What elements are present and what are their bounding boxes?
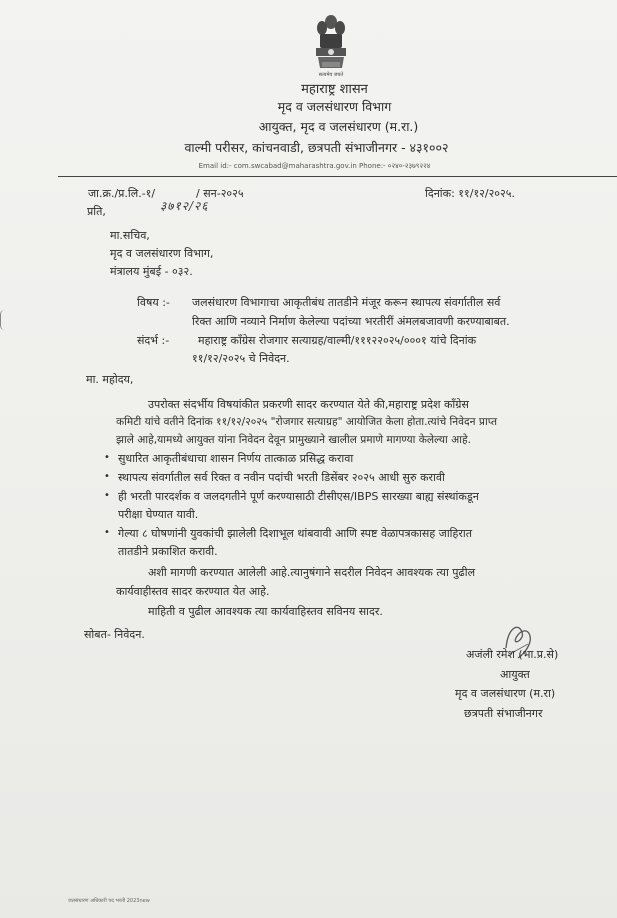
body-paragraph-1-line-1: उपरोक्त संदर्भीय विषयांकीत प्रकरणी सादर करण्यात येते की,महाराष्ट्र प्रदेश कॉंग्रेस: [148, 398, 469, 411]
recipient-prefix: प्रति,: [87, 205, 106, 218]
reference-year: / सन-२०२५: [196, 187, 244, 200]
salutation: मा. महोदय,: [86, 373, 134, 386]
body-paragraph-3: माहिती व पुढील आवश्यक त्या कार्यवाहिस्तव सविनय सादर.: [148, 605, 383, 618]
body-paragraph-1-line-3: झाले आहे,यामध्ये आयुक्त यांना निवेदन देवून प्रामुख्याने खालील प्रमाणे मागण्या केलेल्या आहे.: [116, 434, 471, 446]
reference-note-label: संदर्भ :-: [137, 334, 170, 347]
bullet-marker: •: [104, 471, 110, 482]
reference-number-label: जा.क्र./प्र.लि.-१/: [88, 187, 156, 200]
page-edge-mark: [0, 310, 9, 330]
body-paragraph-2-line-1: अशी मागणी करण्यात आलेली आहे.त्यानुषंगाने सदरील निवेदन आवश्यक त्या पुढील: [148, 566, 476, 579]
body-paragraph-1-line-2: कमिटी यांचे वतीने दिनांक ११/१२/२०२५ "रोजगार सत्याग्रह" आयोजित केला होता.त्यांचे निवेदन प्राप्त: [116, 416, 498, 428]
signatory-city: छत्रपती संभाजीनगर: [464, 707, 543, 720]
demand-item-3-line-2: परीक्षा घेण्यात यावी.: [118, 508, 199, 521]
state-emblem-icon: [308, 12, 354, 78]
demand-item-4-line-2: तातडीने प्रकाशित करावी.: [118, 545, 218, 558]
bullet-marker: •: [104, 490, 110, 501]
subject-line-2: रिक्त आणि नव्याने निर्माण केलेल्या पदांच्या भरतीरीं अंमलबजावणी करण्याबाबत.: [192, 315, 510, 328]
letterhead-office: आयुक्त, मृद व जलसंधारण (म.रा.): [258, 119, 419, 134]
letterhead-government: महाराष्ट्र शासन: [301, 82, 368, 97]
letterhead-address: वाल्मी परीसर, कांचनवाडी, छत्रपती संभाजीनगर - ४३१००२: [184, 140, 449, 155]
header-divider: [58, 176, 617, 177]
footer-file-note: जलसंधारण अधिकारी पद भरती 2023new: [68, 898, 150, 904]
bullet-marker: •: [104, 452, 110, 463]
handwritten-inward-number: ३७१२/२६: [160, 199, 209, 213]
recipient-line-2: मृद व जलसंधारण विभाग,: [110, 247, 214, 260]
letter-date: दिनांक: ११/१२/२०२५.: [425, 187, 515, 200]
signatory-name: अजंली रमेश (भा.प्र.से): [466, 648, 559, 661]
demand-item-3-line-1: ही भरती पारदर्शक व जलदगतीने पूर्ण करण्यासाठी टीसीएस/IBPS सारख्या बाह्य संस्थांकडून: [118, 490, 479, 503]
letterhead-department: मृद व जलसंधारण विभाग: [277, 99, 392, 114]
demand-item-1: सुधारित आकृतीबंधाचा शासन निर्णय तात्काळ प्रसिद्ध करावा: [118, 452, 354, 465]
body-paragraph-2-line-2: कार्यवाहीस्तव सादर करण्यात येत आहे.: [116, 585, 270, 598]
signatory-office: मृद व जलसंधारण (म.रा): [455, 687, 556, 700]
subject-line-1: जलसंधारण विभागाचा आकृतीबंध तातडीने मंजूर करून स्थापत्य संवर्गातील सर्व: [192, 296, 501, 309]
demand-item-2: स्थापत्य संवर्गातील सर्व रिक्त व नवीन पदांची भरती डिसेंबर २०२५ आधी सुरु करावी: [118, 471, 445, 484]
reference-note-line-2: ११/१२/२०२५ चे निवेदन.: [192, 352, 290, 365]
reference-note-line-1: महाराष्ट्र कॉंग्रेस रोजगार सत्याग्रह/वाल्मी/१११२२०२५/०००१ यांचे दिनांक: [198, 334, 477, 347]
recipient-line-3: मंत्रालय मुंबई - ०३२.: [110, 265, 193, 278]
letterhead-contact: Email id:- com.swcabad@maharashtra.gov.in Phone:- ०२४०-२३७९२२४: [198, 162, 431, 170]
enclosure-note: सोबत- निवेदन.: [84, 628, 145, 641]
signatory-designation: आयुक्त: [500, 668, 530, 681]
demand-item-4-line-1: गेल्या ८ घोषणांनी युवकांची झालेली दिशाभूल थांबवावी आणि स्पष्ट वेळापत्रकासह जाहिरात: [118, 527, 472, 540]
subject-label: विषय :-: [137, 296, 170, 309]
recipient-line-1: मा.सचिव,: [110, 229, 150, 242]
motto: सत्यमेव जयते: [318, 72, 344, 78]
bullet-marker: •: [104, 527, 110, 538]
